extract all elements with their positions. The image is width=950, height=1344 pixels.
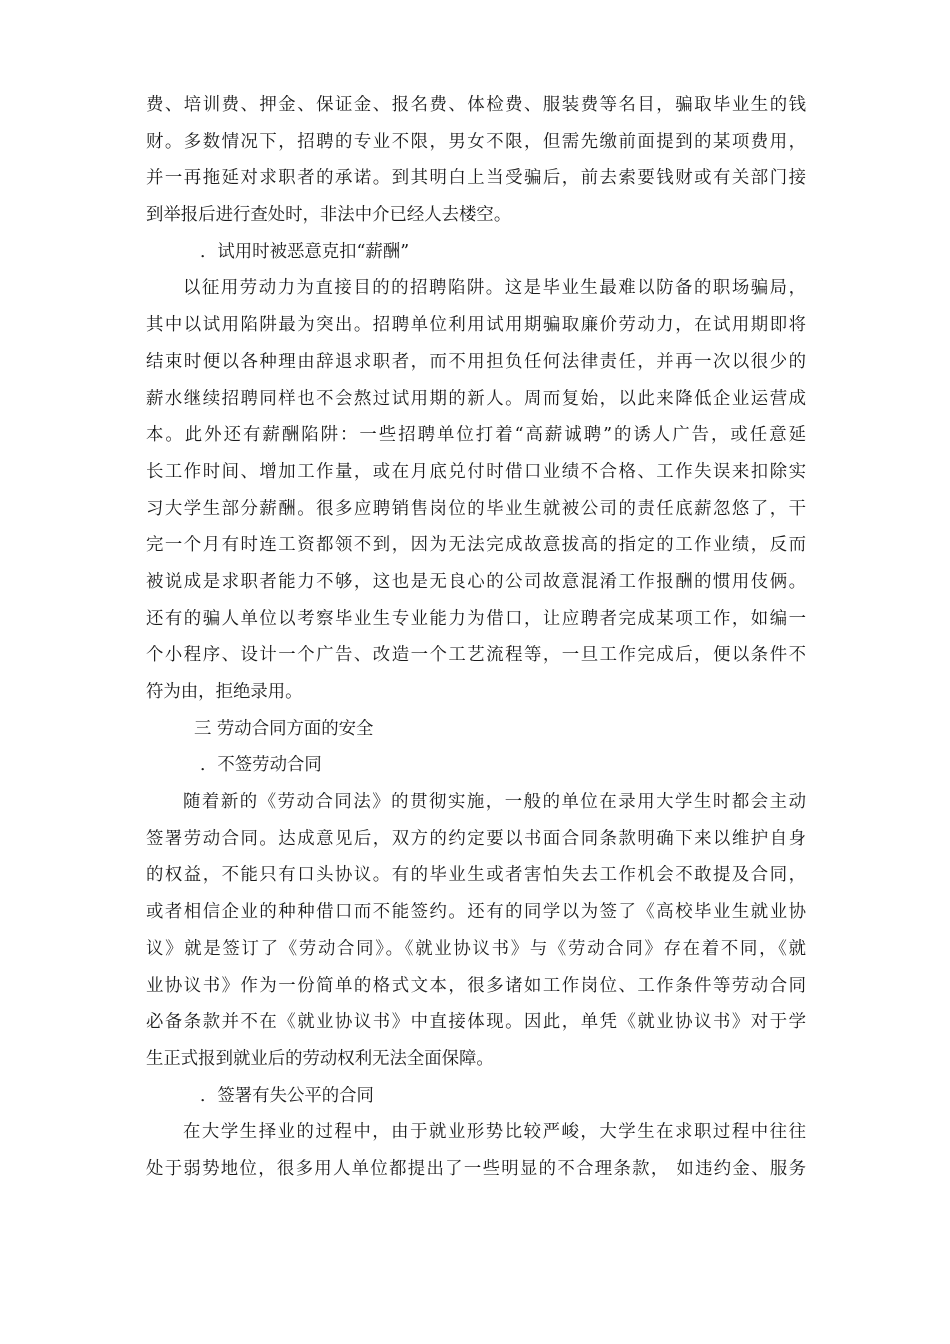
text-line: 签署劳动合同。达成意见后，双方的约定要以书面合同条款明确下来以维护自身 (146, 828, 806, 849)
text-line: 以征用劳动力为直接目的的招聘陷阱。这是毕业生最难以防备的职场骗局， (183, 278, 806, 299)
text-line: ．不签劳动合同 (200, 755, 322, 776)
paragraph (146, 784, 806, 1078)
text-line: 被说成是求职者能力不够，这也是无良心的公司故意混淆工作报酬的惯用伎俩。 (146, 571, 806, 592)
text-line: 到举报后进行查处时，非法中介已经人去楼空。 (146, 205, 512, 226)
text-line: 议》就是签订了《劳动合同》。《就业协议书》与《劳动合同》存在着不同，《就 (146, 938, 806, 959)
section-heading (146, 711, 806, 748)
document-body (146, 87, 806, 1188)
text-line: 完一个月有时连工资都领不到，因为无法完成故意拔高的指定的工作业绩，反而 (146, 535, 806, 556)
paragraph (146, 87, 806, 234)
paragraph (146, 1114, 806, 1187)
text-line: 随着新的《劳动合同法》的贯彻实施，一般的单位在录用大学生时都会主动 (183, 792, 806, 813)
text-line: 三 劳动合同方面的安全 (194, 718, 374, 739)
text-line: 习大学生部分薪酬。很多应聘销售岗位的毕业生就被公司的责任底薪忽悠了，干 (146, 498, 806, 519)
text-line: 并一再拖延对求职者的承诺。到其明白上当受骗后，前去索要钱财或有关部门接 (146, 168, 806, 189)
text-line: 薪水继续招聘同样也不会熬过试用期的新人。周而复始，以此来降低企业运营成 (146, 388, 806, 409)
paragraph (146, 270, 806, 710)
sub-heading (146, 1078, 806, 1115)
text-line: 的权益，不能只有口头协议。有的毕业生或者害怕失去工作机会不敢提及合同， (146, 865, 806, 886)
text-line: 财。多数情况下，招聘的专业不限，男女不限，但需先缴前面提到的某项费用， (146, 131, 806, 152)
text-line: 处于弱势地位，很多用人单位都提出了一些明显的不合理条款， 如违约金、服务 (146, 1158, 806, 1179)
text-line: 长工作时间、增加工作量，或在月底兑付时借口业绩不合格、工作失误来扣除实 (146, 461, 806, 482)
text-line: 其中以试用陷阱最为突出。招聘单位利用试用期骗取廉价劳动力，在试用期即将 (146, 315, 806, 336)
text-line: ．试用时被恶意克扣“薪酬” (200, 241, 410, 262)
text-line: 个小程序、设计一个广告、改造一个工艺流程等，一旦工作完成后，便以条件不 (146, 645, 806, 666)
sub-heading (146, 747, 806, 784)
text-line: 在大学生择业的过程中，由于就业形势比较严峻，大学生在求职过程中往往 (183, 1122, 806, 1143)
text-line: 业协议书》作为一份简单的格式文本，很多诸如工作岗位、工作条件等劳动合同 (146, 975, 806, 996)
text-line: 符为由，拒绝录用。 (146, 682, 303, 702)
text-line: 生正式报到就业后的劳动权利无法全面保障。 (146, 1048, 494, 1069)
text-line: ．签署有失公平的合同 (200, 1085, 374, 1106)
text-line: 结束时便以各种理由辞退求职者，而不用担负任何法律责任，并再一次以很少的 (146, 351, 806, 372)
text-line: 必备条款并不在《就业协议书》中直接体现。因此，单凭《就业协议书》对于学 (146, 1012, 806, 1033)
text-line: 还有的骗人单位以考察毕业生专业能力为借口，让应聘者完成某项工作，如编一 (146, 608, 806, 629)
sub-heading (146, 234, 806, 271)
text-line: 本。此外还有薪酬陷阱：一些招聘单位打着“高薪诚聘”的诱人广告，或任意延 (146, 425, 806, 446)
text-line: 费、培训费、押金、保证金、报名费、体检费、服装费等名目，骗取毕业生的钱 (146, 95, 806, 115)
text-line: 或者相信企业的种种借口而不能签约。还有的同学以为签了《高校毕业生就业协 (146, 902, 806, 923)
